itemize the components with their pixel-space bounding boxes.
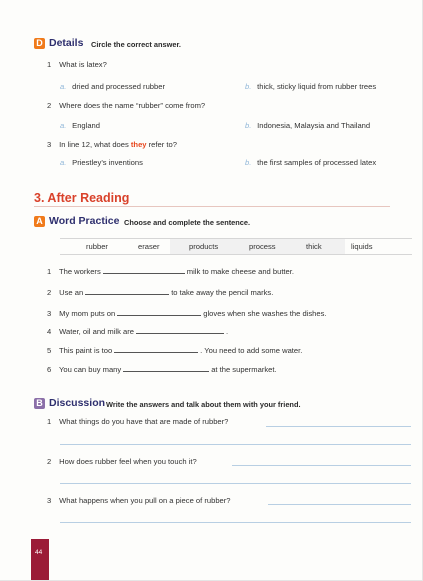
details-instruction: Circle the correct answer. [91,40,181,49]
sentence-2: 2 Use an to take away the pencil marks. [47,288,274,297]
answer-line[interactable] [60,483,411,484]
answer-line[interactable] [60,522,411,523]
discussion-title: Discussion [49,397,106,409]
sentence-1: 1 The workers milk to make cheese and butter. [47,267,294,276]
answer-blank[interactable] [114,345,198,353]
page-number: 44 [35,549,43,556]
page-sidebar [31,539,49,581]
discussion-question-3: 3 What happens when you pull on a piece of rubber? [47,496,231,505]
word-practice-instruction: Choose and complete the sentence. [124,218,251,227]
after-reading-heading: 3. After Reading [34,191,130,205]
sentence-6: 6 You can buy many at the supermarket. [47,365,277,374]
word-practice-title: Word Practice [49,215,120,227]
details-q3-option-b[interactable]: b. the first samples of processed latex [245,158,377,167]
answer-line[interactable] [232,465,411,466]
highlight-word: they [130,140,147,149]
word-practice-badge: A [34,216,45,227]
answer-line[interactable] [60,444,411,445]
answer-blank[interactable] [103,266,185,274]
answer-blank[interactable] [117,308,201,316]
answer-line[interactable] [266,426,411,427]
word-bank-item: rubber [86,242,108,251]
details-question-1: 1 What is latex? [47,60,107,69]
details-q1-option-b[interactable]: b. thick, sticky liquid from rubber trees [245,82,377,91]
sentence-5: 5 This paint is too . You need to add some water. [47,346,303,355]
details-q3-option-a[interactable]: a. Priestley’s inventions [60,158,143,167]
details-q2-option-a[interactable]: a. England [60,121,100,130]
answer-blank[interactable] [85,287,169,295]
sentence-4: 4 Water, oil and milk are . [47,327,229,336]
details-q2-option-b[interactable]: b. Indonesia, Malaysia and Thailand [245,121,371,130]
discussion-badge: B [34,398,45,409]
discussion-question-1: 1 What things do you have that are made of rubber? [47,417,229,426]
details-question-2: 2 Where does the name “rubber” come from? [47,101,206,110]
details-title: Details [49,37,84,49]
discussion-instruction: Write the answers and talk about them with your friend. [106,400,301,409]
details-q1-option-a[interactable]: a. dried and processed rubber [60,82,165,91]
word-bank-item: process [249,242,276,251]
details-question-3: 3 In line 12, what does they refer to? [47,140,177,149]
word-bank-item: products [189,242,219,251]
word-bank-item: liquids [351,242,373,251]
word-bank [60,238,412,255]
details-badge: D [34,38,45,49]
answer-line[interactable] [268,504,411,505]
heading-divider [34,206,390,207]
discussion-question-2: 2 How does rubber feel when you touch it? [47,457,197,466]
word-bank-item: eraser [138,242,160,251]
answer-blank[interactable] [136,326,224,334]
answer-blank[interactable] [123,364,209,372]
word-bank-item: thick [306,242,322,251]
sentence-3: 3 My mom puts on gloves when she washes the dishes. [47,309,327,318]
